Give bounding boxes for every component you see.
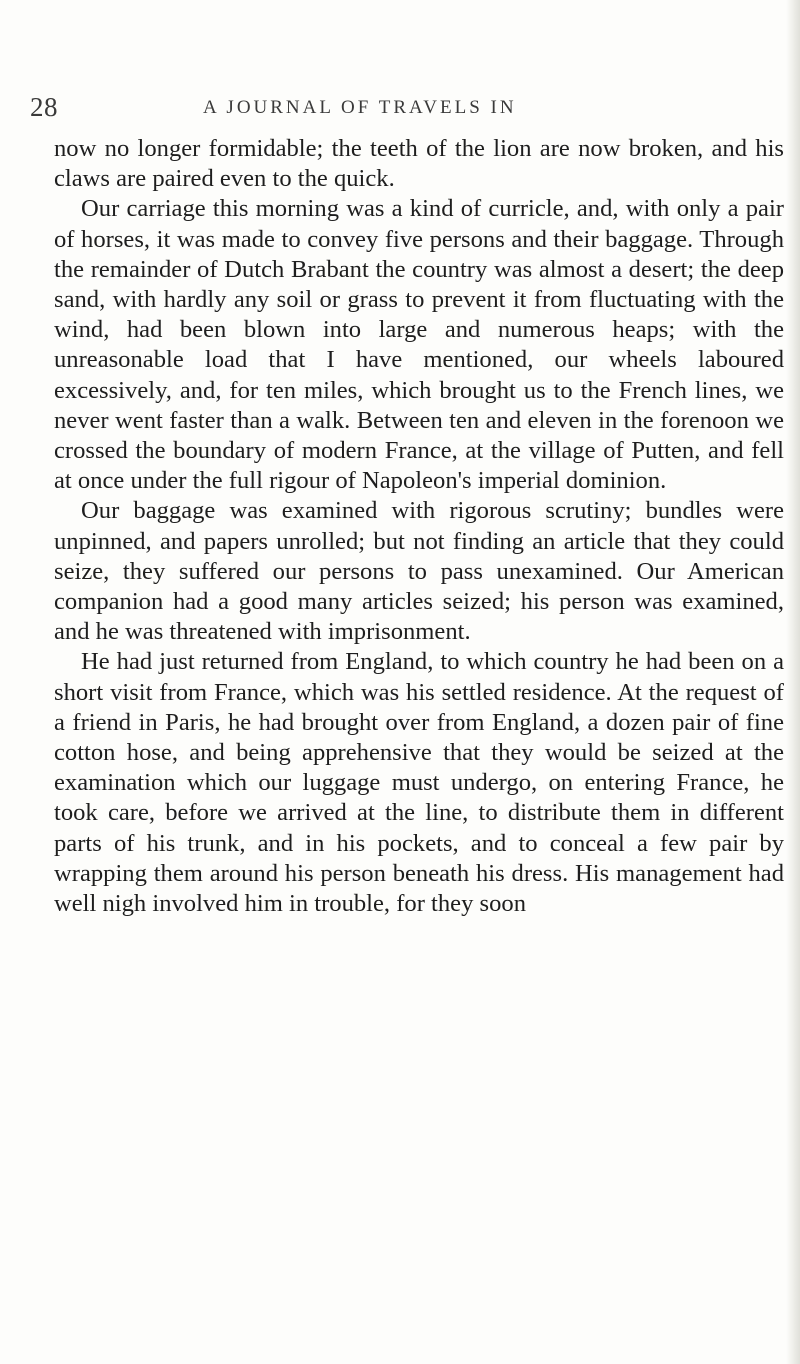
running-head <box>30 92 770 122</box>
page-number: 28 <box>30 92 58 122</box>
paragraph: He had just returned from England, to which country he had been on a short visit from France, which was his settled residence. At the request of a friend in Paris, he had brought over from England, a dozen pair of fine cotton hose, and being apprehensive that they would be seized at the examination which our luggage must undergo, on entering France, he took care, before we arrived at the line, to distribute them in different parts of his trunk, and in his pockets, and to conceal a few pair by wrapping them around his person beneath his dress. His management had well nigh involved him in trouble, for they soon <box>54 648 784 918</box>
body-text <box>54 134 784 919</box>
paragraph: Our baggage was examined with rigorous scrutiny; bundles were unpinned, and papers unrolled; but not finding an article that they could seize, they suffered our persons to pass unexamined. Our American companion had a good many articles seized; his person was examined, and he was threatened with imprisonment. <box>54 497 784 646</box>
paragraph: now no longer formidable; the teeth of the lion are now broken, and his claws are paired even to the quick. <box>54 135 784 193</box>
running-title: A JOURNAL OF TRAVELS IN <box>203 97 517 118</box>
page-edge-shadow <box>786 0 800 1364</box>
paragraph: Our carriage this morning was a kind of curricle, and, with only a pair of horses, it was made to convey five persons and their baggage. Through the remainder of Dutch Brabant the country was almost a desert; the deep sand, with hardly any soil or grass to prevent it from fluctuating with the wind, had been blown into large and numerous heaps; with the unreasonable load that I have mentioned, our wheels laboured excessively, and, for ten miles, which brought us to the French lines, we never went faster than a walk. Between ten and eleven in the forenoon we crossed the boundary of modern France, at the village of Putten, and fell at once under the full rigour of Napoleon's imperial dominion. <box>54 195 784 495</box>
